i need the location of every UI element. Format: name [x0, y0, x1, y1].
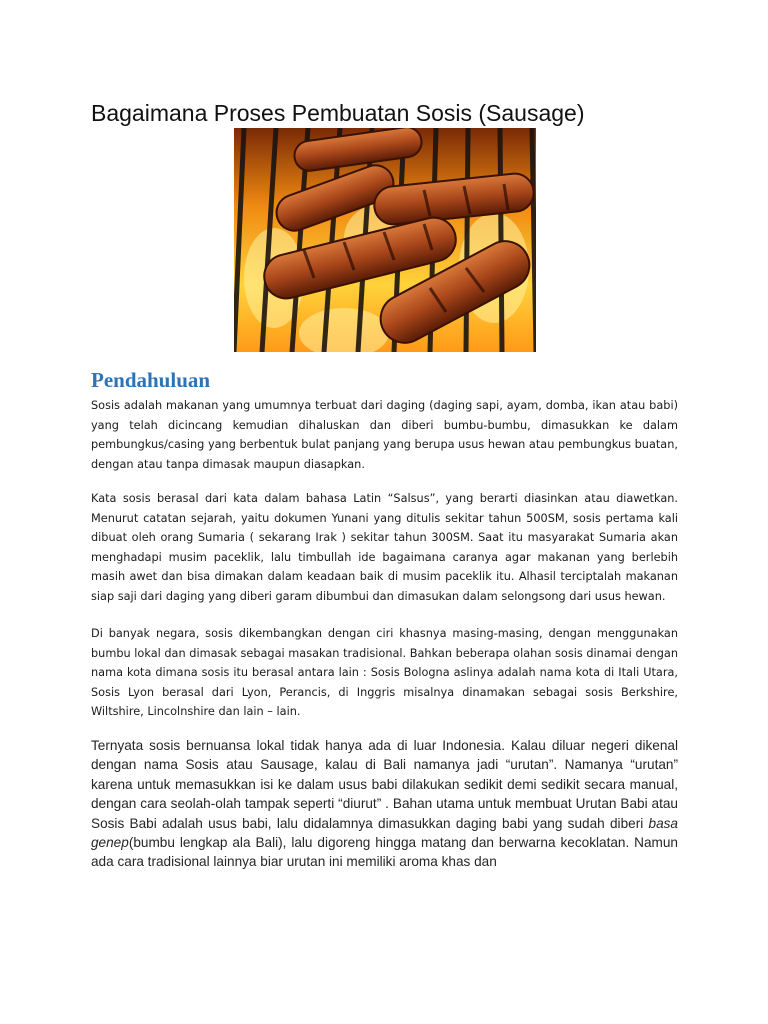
paragraph-regional-variants: Di banyak negara, sosis dikembangkan dengan ciri khasnya masing-masing, dengan menggunakan bumbu lokal dan dimasak sebagai masakan tradisional. Bahkan beberapa olahan sosis dinamai dengan nama kota dimana sosis itu berasal antara lain : Sosis Bologna aslinya adalah nama kota di Itali Utara, Sosis Lyon berasal dari Lyon, Perancis, di Inggris misalnya dinamakan sebagai sosis Berkshire, Wiltshire, Lincolnshire dan lain – lain. — [91, 627, 678, 719]
paragraph-definition: Sosis adalah makanan yang umumnya terbuat dari daging (daging sapi, ayam, domba, ikan atau babi) yang telah dicincang kemudian dihaluskan dan diberi bumbu-bumbu, dimasukkan ke dalam pembungkus/casing yang berbentuk bulat panjang yang berupa usus hewan atau pembungkus buatan, dengan atau tanpa dimasak maupun diasapkan. — [91, 399, 678, 471]
sausage-illustration-icon — [234, 128, 536, 352]
paragraph-bali-text-1: Ternyata sosis bernuansa lokal tidak hanya ada di luar Indonesia. Kalau diluar negeri dikenal dengan nama Sosis atau Sausage, kalau di Bali namanya jadi “urutan”. Namanya “urutan” karena untuk memasukkan isi ke dalam usus babi dilakukan sedikit demi sedikit secara manual, dengan cara seolah-olah tampak seperti “diurut” . Bahan utama untuk membuat Urutan Babi atau Sosis Babi adalah usus babi, lalu didalamnya dimasukkan daging babi yang sudah diberi — [91, 738, 678, 831]
paragraph-bali-italic-term: basa genep — [91, 815, 678, 851]
paragraph-bali-text-2: (bumbu lengkap ala Bali), lalu digoreng hingga matang dan berwarna kecoklatan. Namun ada cara tradisional lainnya biar urutan ini memiliki aroma khas dan — [91, 835, 678, 870]
document-title: Bagaimana Proses Pembuatan Sosis (Sausage) — [91, 100, 585, 126]
paragraph-bali-urutan — [91, 736, 678, 872]
grilled-sausages-photo — [234, 128, 536, 352]
section-heading-pendahuluan: Pendahuluan — [91, 368, 211, 392]
paragraph-history: Kata sosis berasal dari kata dalam bahasa Latin “Salsus”, yang berarti diasinkan atau diawetkan. Menurut catatan sejarah, yaitu dokumen Yunani yang ditulis sekitar tahun 500SM, sosis pertama kali dibuat oleh orang Sumaria ( sekarang Irak ) sekitar tahun 300SM. Saat itu masyarakat Sumaria akan menghadapi musim paceklik, lalu timbullah ide bagaimana caranya agar makanan yang berlebih masih awet dan bisa dimakan dalam keadaan baik di musim paceklik itu. Alhasil terciptalah makanan siap saji dari daging yang diberi garam dibumbui dan dimasukan dalam selongsong dari usus hewan. — [91, 492, 678, 603]
